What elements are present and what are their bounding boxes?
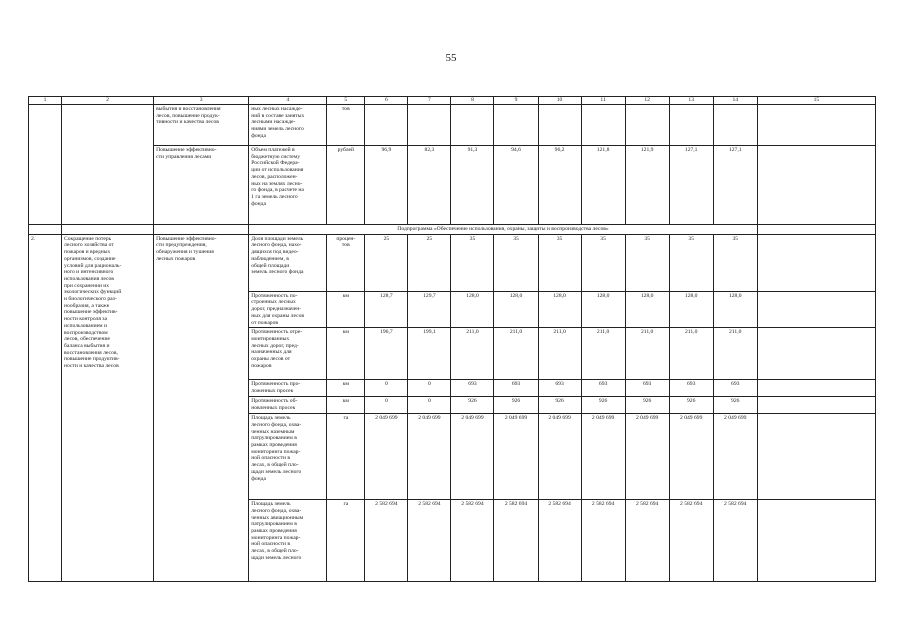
cell-value: 0	[408, 380, 451, 397]
cell-value	[625, 105, 669, 146]
cell-note	[757, 291, 875, 328]
cell-value: 128,0	[581, 291, 625, 328]
cell-unit: га	[327, 414, 365, 500]
cell-value	[408, 105, 451, 146]
cell-value: 211,0	[494, 328, 538, 380]
cell-note	[757, 500, 875, 582]
cell-value: 128,0	[625, 291, 669, 328]
cell-value: 196,7	[365, 328, 408, 380]
cell-value: 35	[625, 234, 669, 291]
cell-value: 211,0	[451, 328, 494, 380]
column-header: 13	[669, 97, 713, 105]
cell-indicator: Доля площади земель лесного фонда, нахо- дящихся под видео- наблюдением, в общей площади земель лесного фонда	[249, 234, 327, 291]
cell-value: 121,9	[625, 146, 669, 225]
indicator-row	[29, 234, 876, 291]
cell-value	[538, 105, 581, 146]
column-header: 6	[365, 97, 408, 105]
cell-value: 2 582 694	[408, 500, 451, 582]
cell-empty	[154, 225, 249, 235]
indicators-table	[28, 96, 876, 582]
cell-value: 35	[494, 234, 538, 291]
cell-value: 199,1	[408, 328, 451, 380]
cell-value: 2 582 694	[451, 500, 494, 582]
cell-value: 693	[669, 380, 713, 397]
cell-value: 121,8	[581, 146, 625, 225]
column-header: 14	[713, 97, 757, 105]
cell-value: 0	[408, 397, 451, 414]
cell-value: 2 582 694	[669, 500, 713, 582]
cell-value: 2 049 699	[581, 414, 625, 500]
cell-value: 211,0	[581, 328, 625, 380]
column-header: 9	[494, 97, 538, 105]
cell-value: 926	[625, 397, 669, 414]
cell-value: 35	[538, 234, 581, 291]
subprogram-row	[29, 225, 876, 235]
cell-value	[494, 105, 538, 146]
cell-empty	[757, 225, 875, 235]
cell-value: 2 582 694	[365, 500, 408, 582]
cell-value: 2 049 699	[408, 414, 451, 500]
column-header: 10	[538, 97, 581, 105]
column-header: 4	[249, 97, 327, 105]
cell-value: 96,2	[538, 146, 581, 225]
column-number-row	[29, 97, 876, 105]
cell-value	[713, 105, 757, 146]
column-header: 12	[625, 97, 669, 105]
cell-value: 2 049 699	[669, 414, 713, 500]
cell-value: 82,3	[408, 146, 451, 225]
cell-value: 693	[538, 380, 581, 397]
cell-task: выбытия и восстановления лесов, повышение продук- тивности и качества лесов	[154, 105, 249, 146]
cell-note	[757, 234, 875, 291]
cell-value: 2 582 694	[581, 500, 625, 582]
cell-value: 2 049 699	[538, 414, 581, 500]
column-header: 11	[581, 97, 625, 105]
cell-number	[29, 105, 62, 225]
cell-unit: тов	[327, 105, 365, 146]
cell-value: 128,0	[494, 291, 538, 328]
cell-unit: км	[327, 328, 365, 380]
cell-value: 35	[713, 234, 757, 291]
cell-value: 2 049 699	[713, 414, 757, 500]
cell-value: 693	[625, 380, 669, 397]
cell-value: 926	[581, 397, 625, 414]
cell-value: 926	[494, 397, 538, 414]
cell-note	[757, 146, 875, 225]
cell-indicator: ных лесных насажде- ний в составе занятых лесными насажде- ниями земель лесного фонда	[249, 105, 327, 146]
cell-value: 693	[581, 380, 625, 397]
cell-value: 211,0	[538, 328, 581, 380]
cell-value: 693	[713, 380, 757, 397]
cell-value: 91,3	[451, 146, 494, 225]
column-header: 2	[62, 97, 154, 105]
cell-value: 25	[365, 234, 408, 291]
cell-value: 128,0	[451, 291, 494, 328]
cell-value	[669, 105, 713, 146]
column-header: 3	[154, 97, 249, 105]
cell-value: 926	[538, 397, 581, 414]
cell-value: 2 049 699	[625, 414, 669, 500]
cell-value: 2 582 694	[494, 500, 538, 582]
cell-empty	[29, 225, 62, 235]
budget-row	[29, 146, 876, 225]
cell-indicator: Протяженность про- ложенных просек	[249, 380, 327, 397]
cell-indicator: Площадь земель лесного фонда, охва- ченных наземным патрулированием в рамках проведения мониторинга пожар- ной опасности в лесах, в общей пло- щади земель лесного фонда	[249, 414, 327, 500]
cell-unit: км	[327, 291, 365, 328]
cell-value	[581, 105, 625, 146]
cell-value: 129,7	[408, 291, 451, 328]
cell-indicator: Протяженность отре- монтированных лесных дорог, пред- назначенных для охраны лесов от пожаров	[249, 328, 327, 380]
cell-empty	[62, 225, 154, 235]
cell-value: 926	[713, 397, 757, 414]
cell-note	[757, 397, 875, 414]
cell-note	[757, 414, 875, 500]
cell-value: 35	[451, 234, 494, 291]
cell-value: 128,7	[365, 291, 408, 328]
continuation-row	[29, 105, 876, 146]
cell-note	[757, 328, 875, 380]
cell-value: 2 049 699	[365, 414, 408, 500]
cell-goal	[62, 105, 154, 225]
cell-note	[757, 380, 875, 397]
cell-value: 94,6	[494, 146, 538, 225]
cell-indicator: Протяженность по- строенных лесных дорог, предназначен- ных для охраны лесов от пожаров	[249, 291, 327, 328]
cell-value: 128,0	[669, 291, 713, 328]
cell-value: 693	[451, 380, 494, 397]
column-header: 15	[757, 97, 875, 105]
cell-value: 128,0	[538, 291, 581, 328]
column-header: 7	[408, 97, 451, 105]
section-task: Повышение эффективно- сти предупреждения, обнаружения и тушения лесных пожаров	[154, 234, 249, 582]
cell-value: 926	[451, 397, 494, 414]
subprogram-title: Подпрограмма «Обеспечение использования, охраны, защиты и воспроизводства лесов»	[249, 225, 758, 235]
cell-value: 211,0	[625, 328, 669, 380]
cell-value: 2 582 694	[625, 500, 669, 582]
cell-task: Повышение эффективно- сти управления лесами	[154, 146, 249, 225]
cell-value: 0	[365, 380, 408, 397]
cell-unit: км	[327, 380, 365, 397]
cell-value	[365, 105, 408, 146]
cell-value: 127,1	[669, 146, 713, 225]
cell-unit: процен- тов	[327, 234, 365, 291]
cell-value: 2 582 694	[538, 500, 581, 582]
cell-value: 211,0	[713, 328, 757, 380]
cell-value: 693	[494, 380, 538, 397]
cell-value: 25	[408, 234, 451, 291]
cell-unit: га	[327, 500, 365, 582]
cell-value: 96,9	[365, 146, 408, 225]
cell-value: 211,0	[669, 328, 713, 380]
cell-value: 926	[669, 397, 713, 414]
section-goal: Сокращение потерь лесного хозяйства от пожаров и вредных организмов, создание условий для рациональ- ного и интенсивного использования лесов при сохранении их экологических функций и биологического раз- нообразия, а также повышение эффектив- ности контроля за использованием и воспроизводством лесов, обеспечение баланса выбытия и восстановления лесов, повышение продуктив- ности и качества лесов	[62, 234, 154, 582]
cell-value: 35	[581, 234, 625, 291]
column-header: 1	[29, 97, 62, 105]
cell-value	[757, 105, 875, 146]
cell-value: 35	[669, 234, 713, 291]
column-header: 8	[451, 97, 494, 105]
cell-value	[451, 105, 494, 146]
column-header: 5	[327, 97, 365, 105]
cell-value: 128,0	[713, 291, 757, 328]
cell-indicator: Протяженность об- новленных просек	[249, 397, 327, 414]
section-number: 2.	[29, 234, 62, 582]
cell-unit: рублей	[327, 146, 365, 225]
page-number: 55	[445, 52, 457, 64]
cell-value: 2 049 699	[451, 414, 494, 500]
cell-indicator: Площадь земель лесного фонда, охва- ченных авиационным патрулированием в рамках проведения мониторинга пожар- ной опасности в лесах, в общей пло- щади земель лесного	[249, 500, 327, 582]
cell-indicator: Объем платежей в бюджетную систему Российской Федера- ции от использования лесов, расположен- ных на землях лесно- го фонда, в расчете на 1 га земель лесного фонда	[249, 146, 327, 225]
cell-value: 127,1	[713, 146, 757, 225]
cell-value: 2 582 694	[713, 500, 757, 582]
cell-value: 0	[365, 397, 408, 414]
cell-value: 2 049 699	[494, 414, 538, 500]
cell-unit: км	[327, 397, 365, 414]
